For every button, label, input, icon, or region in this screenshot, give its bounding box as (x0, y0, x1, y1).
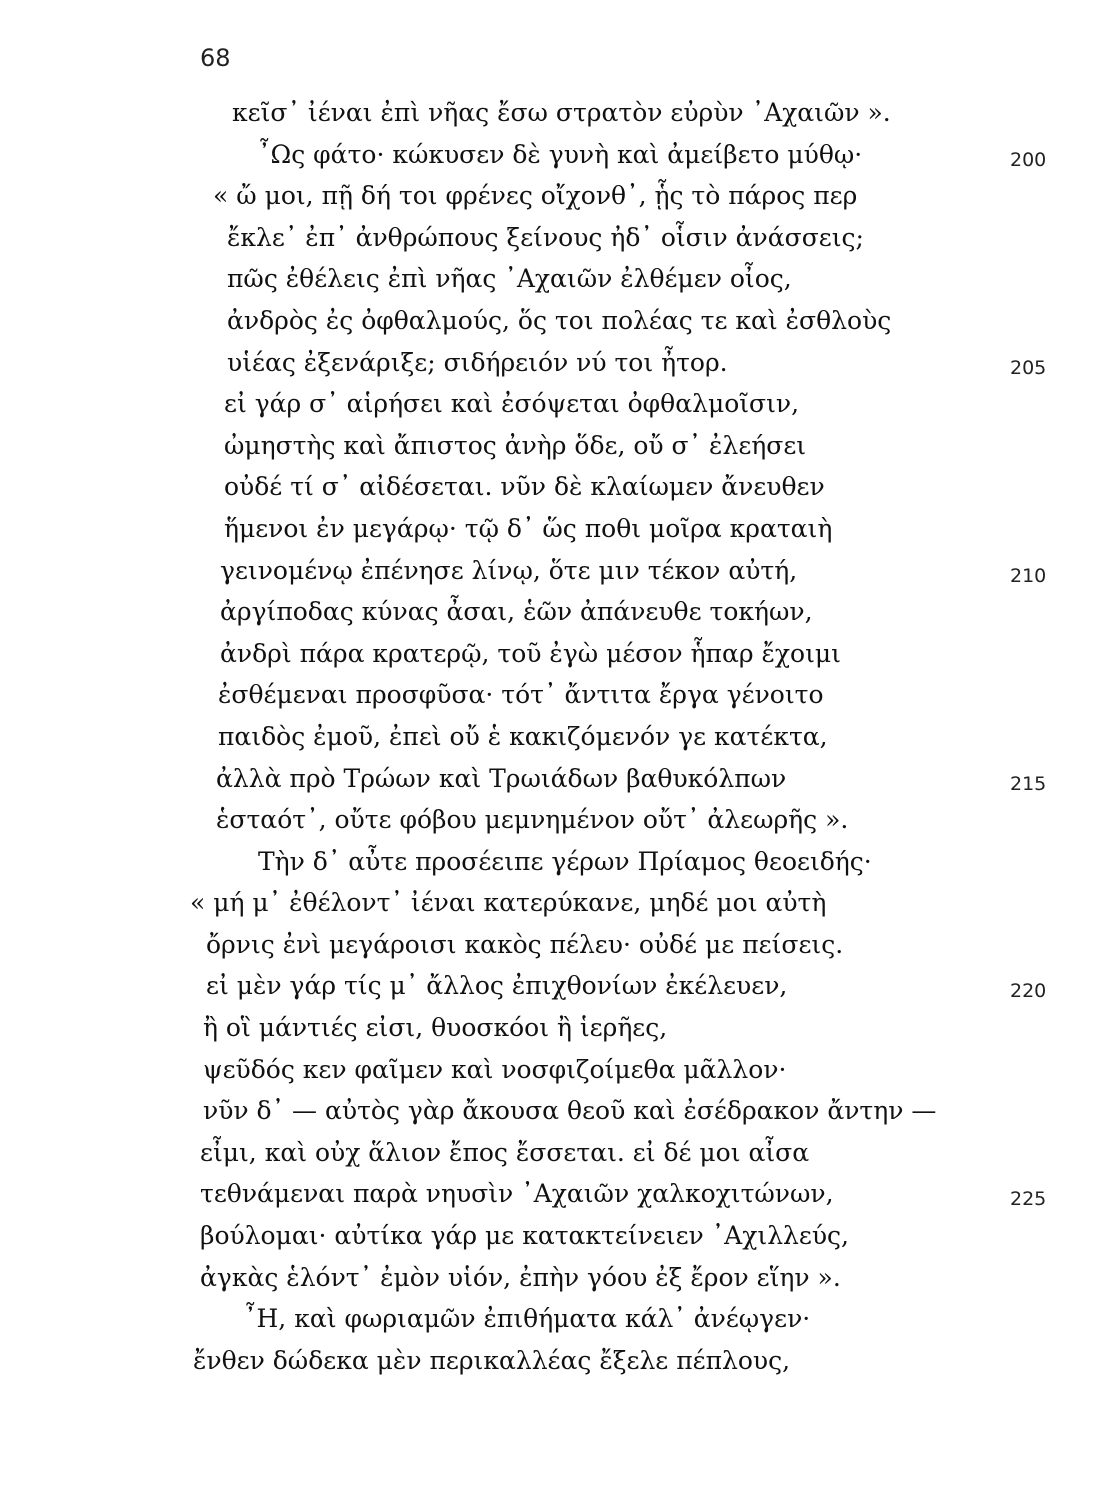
verse-line (0, 965, 1111, 1007)
verse-line (0, 425, 1111, 467)
verse-text: τεθνάμεναι παρὰ νηυσὶν ᾿Αχαιῶν χαλκοχιτώνων, (200, 1179, 834, 1209)
verse-text: εἶμι, καὶ οὐχ ἅλιον ἔπος ἔσσεται. εἰ δέ μοι αἶσα (200, 1137, 810, 1167)
verse-text: ἀγκὰς ἑλόντ᾽ ἐμὸν υἱόν, ἐπὴν γόου ἐξ ἔρον εἵην ». (200, 1262, 841, 1292)
verse-text: ἢ οἳ μάντιές εἰσι, θυοσκόοι ἢ ἱερῆες, (203, 1013, 668, 1043)
line-number: 210 (1010, 564, 1047, 587)
verse-text: υἱέας ἐξενάριξε; σιδήρειόν νύ τοι ἦτορ. (227, 347, 728, 377)
verse-text: Τὴν δ᾽ αὖτε προσέειπε γέρων Πρίαμος θεοειδής· (258, 846, 872, 876)
verse-text: νῦν δ᾽ — αὐτὸς γὰρ ἄκουσα θεοῦ καὶ ἐσέδρακον ἄντην — (203, 1096, 937, 1126)
verse-line (0, 1215, 1111, 1257)
verse-line (0, 383, 1111, 425)
verse-block (0, 92, 1111, 1381)
line-number: 200 (1010, 148, 1047, 171)
verse-line (0, 1173, 1111, 1215)
verse-line (0, 1132, 1111, 1174)
verse-line (0, 508, 1111, 550)
verse-text: ἀνδρὶ πάρα κρατερῷ, τοῦ ἐγὼ μέσον ἧπαρ ἔχοιμι (220, 638, 841, 668)
verse-text: γεινομένῳ ἐπένησε λίνῳ, ὅτε μιν τέκον αὐτή, (220, 555, 798, 585)
verse-text: « μή μ᾽ ἐθέλοντ᾽ ἰέναι κατερύκανε, μηδέ μοι αὐτὴ (190, 888, 827, 918)
verse-line (0, 1298, 1111, 1340)
verse-text: ἀργίποδας κύνας ἆσαι, ἑῶν ἀπάνευθε τοκήων, (220, 597, 813, 627)
verse-line (0, 633, 1111, 675)
verse-line (0, 175, 1111, 217)
verse-line (0, 1090, 1111, 1132)
verse-text: κεῖσ᾽ ἰέναι ἐπὶ νῆας ἔσω στρατὸν εὐρὺν ᾿Αχαιῶν ». (232, 98, 891, 127)
verse-text: ψεῦδός κεν φαῖμεν καὶ νοσφιζοίμεθα μᾶλλον· (203, 1054, 787, 1084)
verse-text: « ὤ μοι, πῇ δή τοι φρένες οἴχονθ᾽, ᾗς τὸ πάρος περ (213, 181, 858, 211)
verse-text: βούλομαι· αὐτίκα γάρ με κατακτείνειεν ᾿Αχιλλεύς, (200, 1221, 849, 1251)
verse-text: ἑσταότ᾽, οὔτε φόβου μεμνημένον οὔτ᾽ ἀλεωρῆς ». (216, 805, 849, 835)
verse-line (0, 300, 1111, 342)
verse-line (0, 1007, 1111, 1049)
verse-line (0, 1049, 1111, 1091)
line-number: 205 (1010, 356, 1047, 379)
verse-text: ῏Η, καὶ φωριαμῶν ἐπιθήματα κάλ᾽ ἀνέῳγεν· (244, 1304, 811, 1334)
verse-line (0, 92, 1111, 134)
verse-text: εἰ γάρ σ᾽ αἱρήσει καὶ ἐσόψεται ὀφθαλμοῖσιν, (224, 389, 800, 419)
verse-text: οὐδέ τί σ᾽ αἰδέσεται. νῦν δὲ κλαίωμεν ἄνευθεν (224, 472, 825, 502)
verse-text: ὠμηστὴς καὶ ἄπιστος ἀνὴρ ὅδε, οὔ σ᾽ ἐλεήσει (224, 430, 807, 460)
verse-line (0, 924, 1111, 966)
line-number: 215 (1010, 772, 1047, 795)
verse-text: ῏Ως φάτο· κώκυσεν δὲ γυνὴ καὶ ἀμείβετο μύθῳ· (258, 139, 863, 169)
verse-line (0, 1340, 1111, 1382)
verse-line (0, 258, 1111, 300)
line-number: 225 (1010, 1188, 1047, 1211)
verse-text: ἔνθεν δώδεκα μὲν περικαλλέας ἔξελε πέπλους, (193, 1345, 791, 1375)
verse-text: ἥμενοι ἐν μεγάρῳ· τῷ δ᾽ ὥς ποθι μοῖρα κραταιὴ (224, 513, 833, 543)
verse-line (0, 841, 1111, 883)
verse-text: ἔκλε᾽ ἐπ᾽ ἀνθρώπους ξείνους ἠδ᾽ οἷσιν ἀνάσσεις; (227, 222, 864, 252)
line-number: 220 (1010, 980, 1047, 1003)
verse-text: ὄρνις ἐνὶ μεγάροισι κακὸς πέλευ· οὐδέ με πείσεις. (206, 929, 844, 959)
verse-line (0, 674, 1111, 716)
page-number: 68 (200, 44, 231, 72)
verse-line (0, 591, 1111, 633)
verse-line (0, 716, 1111, 758)
verse-text: ἐσθέμεναι προσφῦσα· τότ᾽ ἄντιτα ἔργα γένοιτο (218, 680, 824, 710)
verse-text: ἀνδρὸς ἐς ὀφθαλμούς, ὅς τοι πολέας τε καὶ ἐσθλοὺς (227, 305, 892, 335)
verse-line (0, 1257, 1111, 1299)
verse-line (0, 758, 1111, 800)
verse-line (0, 342, 1111, 384)
verse-text: εἰ μὲν γάρ τίς μ᾽ ἄλλος ἐπιχθονίων ἐκέλευεν, (206, 971, 788, 1001)
verse-text: ἀλλὰ πρὸ Τρώων καὶ Τρωιάδων βαθυκόλπων (216, 763, 787, 793)
verse-line (0, 217, 1111, 259)
verse-line (0, 466, 1111, 508)
verse-text: πῶς ἐθέλεις ἐπὶ νῆας ᾿Αχαιῶν ἐλθέμεν οἶος, (227, 264, 792, 294)
verse-text: παιδὸς ἐμοῦ, ἐπεὶ οὔ ἑ κακιζόμενόν γε κατέκτα, (218, 721, 828, 751)
verse-line (0, 550, 1111, 592)
verse-line (0, 799, 1111, 841)
verse-line (0, 134, 1111, 176)
verse-line (0, 882, 1111, 924)
